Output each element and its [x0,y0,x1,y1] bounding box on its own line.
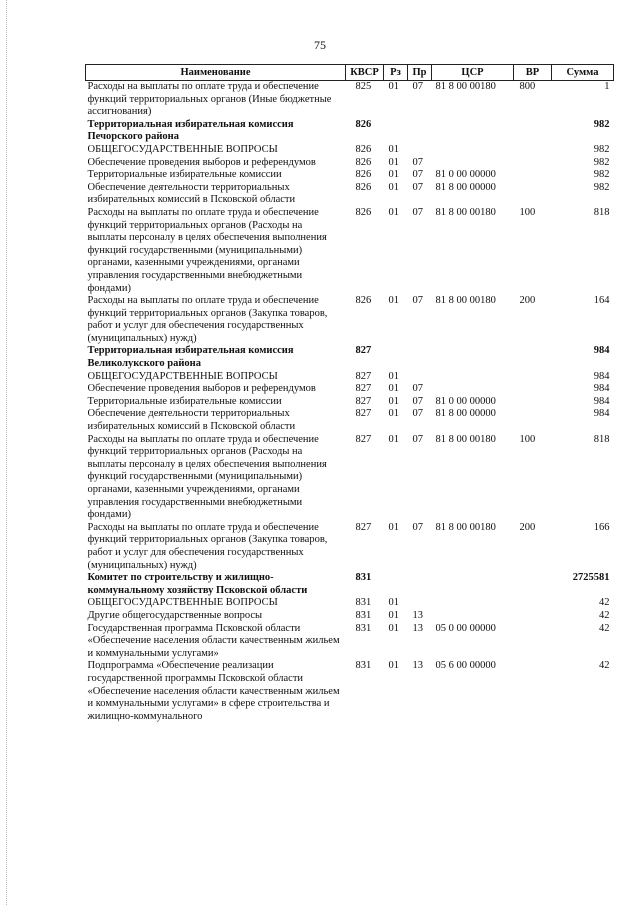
cell-rz [384,572,408,597]
table-row [86,597,614,610]
cell-rz: 01 [388,143,399,155]
cell-kvsr: 827 [355,345,372,357]
header-rz: Рз [384,65,408,81]
cell-sum: 982 [593,143,610,155]
header-sum: Сумма [552,65,614,81]
cell-rz: 01 [388,622,399,634]
cell-vr [514,597,552,610]
cell-vr [514,345,552,370]
cell-vr [514,157,552,170]
cell-name: Расходы на выплаты по оплате труда и обеспечение функций территориальных органов (Закупка товаров, работ и услуг для обеспечения государственных (муниципальных) нужд) [87,521,328,571]
cell-name: Другие общегосударственные вопросы [87,609,263,621]
cell-kvsr: 831 [355,597,372,609]
cell-kvsr: 827 [355,370,372,382]
cell-csr: 81 8 00 00180 [435,81,496,92]
cell-pr [408,371,432,384]
cell-csr: 81 8 00 00180 [435,521,496,533]
table-row [86,610,614,623]
cell-kvsr: 826 [355,169,372,181]
cell-kvsr: 827 [355,383,372,395]
cell-kvsr: 831 [355,609,372,621]
table-row [86,660,614,723]
cell-pr: 07 [412,81,423,92]
cell-csr: 81 0 00 00000 [435,169,496,181]
cell-name: Территориальная избирательная комиссия Великолукского района [87,345,294,370]
cell-vr: 200 [519,521,536,533]
cell-pr: 07 [412,383,423,395]
cell-vr: 200 [519,295,536,307]
cell-vr [514,383,552,396]
cell-kvsr: 827 [355,408,372,420]
cell-name: Расходы на выплаты по оплате труда и обеспечение функций территориальных органов (Расходы на выплаты персоналу в целях обеспечения выполнения функций государственными (муниципальными) органами, казенными учреждениями, органами управления государственными внебюджетными фондами) [87,433,327,521]
table-row [86,572,614,597]
cell-sum: 982 [593,169,610,181]
cell-csr [432,597,514,610]
table-row [86,396,614,409]
cell-csr: 81 8 00 00180 [435,433,496,445]
cell-rz: 01 [388,81,399,92]
cell-name: Расходы на выплаты по оплате труда и обеспечение функций территориальных органов (Расходы на выплаты персоналу в целях обеспечения выполнения функций государственными (муниципальными) органами, казенными учреждениями, органами управления государственными внебюджетными фондами) [87,206,327,294]
table-row [86,169,614,182]
cell-vr [514,610,552,623]
table-row [86,345,614,370]
cell-pr [408,572,432,597]
header-vr: ВР [514,65,552,81]
cell-pr: 07 [412,169,423,181]
cell-rz: 01 [388,609,399,621]
cell-kvsr: 827 [355,521,372,533]
cell-csr [432,371,514,384]
cell-name: ОБЩЕГОСУДАРСТВЕННЫЕ ВОПРОСЫ [87,370,278,382]
cell-name: ОБЩЕГОСУДАРСТВЕННЫЕ ВОПРОСЫ [87,597,278,609]
cell-pr: 07 [412,206,423,218]
table-row [86,383,614,396]
table-row [86,408,614,433]
cell-rz: 01 [388,181,399,193]
cell-kvsr: 831 [355,622,372,634]
table-body [86,81,614,724]
header-csr: ЦСР [432,65,514,81]
cell-sum: 42 [599,622,610,634]
cell-name: Территориальные избирательные комиссии [87,169,282,181]
cell-csr [432,345,514,370]
header-kvsr: КВСР [346,65,384,81]
cell-sum: 982 [593,118,610,130]
cell-rz: 01 [388,433,399,445]
cell-sum: 2725581 [572,572,610,584]
table-row [86,434,614,522]
cell-pr: 13 [412,660,423,672]
cell-sum: 984 [593,345,610,357]
cell-vr [514,119,552,144]
table-row [86,295,614,345]
cell-sum: 984 [593,395,610,407]
cell-vr [514,396,552,409]
table-row [86,371,614,384]
cell-pr: 07 [412,521,423,533]
cell-sum: 984 [593,408,610,420]
cell-pr: 07 [412,433,423,445]
cell-sum: 42 [599,660,610,672]
cell-pr: 13 [412,622,423,634]
cell-csr [432,119,514,144]
cell-sum: 982 [593,156,610,168]
cell-name: ОБЩЕГОСУДАРСТВЕННЫЕ ВОПРОСЫ [87,143,278,155]
cell-rz: 01 [388,383,399,395]
cell-kvsr: 826 [355,206,372,218]
cell-vr: 800 [519,81,536,92]
cell-pr: 07 [412,295,423,307]
cell-vr [514,408,552,433]
cell-sum: 982 [593,181,610,193]
cell-vr [514,144,552,157]
cell-pr: 13 [412,609,423,621]
cell-csr [432,383,514,396]
cell-pr: 07 [412,156,423,168]
cell-name: Расходы на выплаты по оплате труда и обеспечение функций территориальных органов (Иные бюджетные ассигнования) [87,81,332,118]
cell-kvsr: 826 [355,156,372,168]
cell-rz: 01 [388,408,399,420]
table-header-row [86,65,614,81]
table-row [86,623,614,661]
cell-sum: 42 [599,597,610,609]
cell-kvsr: 827 [355,395,372,407]
table-row [86,182,614,207]
cell-rz [384,119,408,144]
cell-sum: 818 [593,433,610,445]
cell-rz: 01 [388,395,399,407]
table-row [86,144,614,157]
cell-csr: 81 8 00 00180 [435,295,496,307]
cell-rz [384,345,408,370]
cell-csr [432,144,514,157]
table-row [86,119,614,144]
cell-csr: 05 0 00 00000 [435,622,496,634]
cell-name: Государственная программа Псковской области «Обеспечение населения области качественным жильем и коммунальными услугами» [87,622,340,659]
header-pr: Пр [408,65,432,81]
cell-name: Обеспечение проведения выборов и референдумов [87,383,316,395]
cell-csr [432,157,514,170]
cell-sum: 818 [593,206,610,218]
cell-rz: 01 [388,156,399,168]
budget-table [85,64,614,723]
cell-pr: 07 [412,181,423,193]
cell-name: Комитет по строительству и жилищно-коммунальному хозяйству Псковской области [87,572,308,596]
cell-sum: 42 [599,609,610,621]
cell-kvsr: 826 [355,118,372,130]
cell-kvsr: 826 [355,143,372,155]
cell-csr: 81 8 00 00000 [435,408,496,420]
cell-name: Обеспечение деятельности территориальных избирательных комиссий в Псковской области [87,408,296,433]
cell-sum: 164 [593,295,610,307]
cell-pr: 07 [412,395,423,407]
cell-csr [432,572,514,597]
cell-csr: 81 0 00 00000 [435,395,496,407]
cell-name: Территориальные избирательные комиссии [87,395,282,407]
cell-kvsr: 825 [355,81,372,92]
table-row [86,207,614,295]
cell-vr: 100 [519,433,536,445]
cell-vr [514,169,552,182]
cell-vr [514,182,552,207]
cell-rz: 01 [388,206,399,218]
cell-kvsr: 826 [355,181,372,193]
cell-kvsr: 826 [355,295,372,307]
cell-name: Обеспечение проведения выборов и референдумов [87,156,316,168]
cell-name: Расходы на выплаты по оплате труда и обеспечение функций территориальных органов (Закупка товаров, работ и услуг для обеспечения государственных (муниципальных) нужд) [87,295,328,344]
table-row [86,157,614,170]
header-name: Наименование [86,65,346,81]
cell-sum: 984 [593,370,610,382]
cell-pr [408,144,432,157]
table-row [86,522,614,572]
cell-pr [408,345,432,370]
cell-name: Подпрограмма «Обеспечение реализации государственной программы Псковской области «Обеспечение населения области качественным жильем и коммунальными услугами» в сфере строительства и жилищно-коммунального [87,660,340,722]
cell-sum: 166 [593,521,610,533]
cell-rz: 01 [388,295,399,307]
cell-pr [408,119,432,144]
cell-kvsr: 831 [355,572,372,584]
cell-csr [432,610,514,623]
cell-pr [408,597,432,610]
cell-pr: 07 [412,408,423,420]
cell-kvsr: 827 [355,433,372,445]
cell-rz: 01 [388,521,399,533]
cell-rz: 01 [388,660,399,672]
cell-rz: 01 [388,169,399,181]
cell-rz: 01 [388,597,399,609]
cell-vr [514,572,552,597]
table-row [86,81,614,119]
cell-kvsr: 831 [355,660,372,672]
cell-csr: 81 8 00 00000 [435,181,496,193]
cell-rz: 01 [388,370,399,382]
cell-vr: 100 [519,206,536,218]
scan-edge [6,0,8,905]
cell-csr: 81 8 00 00180 [435,206,496,218]
page-number: 75 [314,38,326,52]
cell-csr: 05 6 00 00000 [435,660,496,672]
cell-vr [514,623,552,661]
cell-vr [514,660,552,723]
cell-sum: 1 [604,81,610,92]
cell-sum: 984 [593,383,610,395]
cell-name: Обеспечение деятельности территориальных избирательных комиссий в Псковской области [87,181,296,206]
cell-name: Территориальная избирательная комиссия Печорского района [87,118,294,143]
cell-vr [514,371,552,384]
